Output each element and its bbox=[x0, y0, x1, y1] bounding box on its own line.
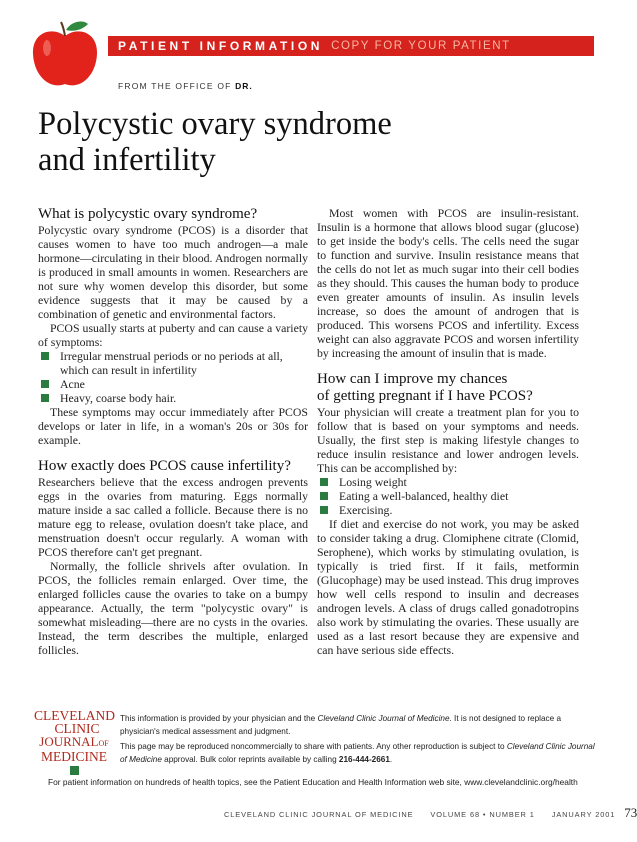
page-title bbox=[38, 106, 392, 178]
section-heading-what-is-pcos: What is polycystic ovary syndrome? bbox=[38, 206, 258, 222]
website-line: For patient information on hundreds of health topics, see the Patient Education and Health Information web site, www.clevelandclinic.org/health bbox=[48, 777, 578, 787]
paragraph: Most women with PCOS are insulin-resistant. Insulin is a hormone that allows blood sugar (glucose) to get inside the body's cells. The cells need the sugar to function and survive. Insulin resistance means that the cells do not let as much sugar into their cell bodies as they should. This causes the human body to produce even greater amounts of insulin. As insulin levels increase, so does the amount of androgen that is produced. This worsens PCOS and infertility. Excess weight can also aggravate PCOS and worsen infertility by increasing the amount of insulin that is made. bbox=[317, 206, 579, 360]
patient-information-banner bbox=[108, 36, 594, 56]
list-item bbox=[38, 391, 308, 405]
list-item bbox=[317, 503, 579, 517]
paragraph: PCOS usually starts at puberty and can cause a variety of symptoms: bbox=[38, 321, 308, 349]
list-item bbox=[317, 489, 579, 503]
paragraph: These symptoms may occur immediately after PCOS develops or later in life, in a woman's 20s or 30s for example. bbox=[38, 405, 308, 447]
logo-line-1: CLEVELAND bbox=[34, 708, 115, 723]
logo-journal: JOURNAL bbox=[39, 734, 99, 749]
bullet-square-icon bbox=[41, 394, 49, 402]
apple-icon bbox=[30, 18, 100, 90]
journal-name: Cleveland Clinic Journal of Medicine bbox=[120, 742, 595, 764]
logo-line-2: CLINIC bbox=[54, 721, 100, 736]
list-item bbox=[38, 377, 308, 391]
paragraph: Researchers believe that the excess androgen prevents eggs in the ovaries from maturing. Eggs normally mature inside a sac called a follicle. Because there is no mature egg to release, ovulation doesn't take place, and menstruation doesn't occur regularly. A woman with PCOS therefore can't get pregnant. bbox=[38, 475, 308, 559]
list-item-text: Heavy, coarse body hair. bbox=[60, 391, 177, 405]
list-item-text: Acne bbox=[60, 377, 85, 391]
notice-text: This information is provided by your physician and the bbox=[120, 714, 318, 723]
disclaimer-notice bbox=[120, 713, 595, 769]
banner-title: PATIENT INFORMATION bbox=[118, 39, 324, 53]
journal-logo bbox=[34, 709, 114, 775]
paragraph: Your physician will create a treatment plan for you to follow that is based on your symptoms and needs. Usually, the first step is making lifestyle changes to reduce insulin resistance and lower androgen levels. This can be accomplished by: bbox=[317, 405, 579, 475]
bullet-square-icon bbox=[320, 478, 328, 486]
logo-mark-icon bbox=[70, 766, 79, 775]
right-column bbox=[317, 206, 579, 657]
left-column bbox=[38, 206, 308, 657]
list-item-text: Losing weight bbox=[339, 475, 407, 489]
from-office-dr: DR. bbox=[235, 81, 253, 91]
reprint-phone: 216-444-2661 bbox=[338, 754, 390, 764]
notice-text: . It is not designed to replace a physician's medical assessment and judgment. bbox=[120, 714, 562, 736]
page-number: 73 bbox=[624, 805, 637, 820]
list-item bbox=[317, 475, 579, 489]
list-item bbox=[38, 349, 308, 377]
footer-date: JANUARY 2001 bbox=[551, 810, 616, 819]
title-line-2: and infertility bbox=[38, 142, 216, 178]
banner-copy-label: COPY FOR YOUR PATIENT bbox=[331, 40, 511, 52]
heading-line-1: How can I improve my chances bbox=[317, 371, 508, 387]
list-item-text: Exercising. bbox=[339, 503, 393, 517]
bullet-square-icon bbox=[320, 506, 328, 514]
symptom-list bbox=[38, 349, 308, 405]
title-line-1: Polycystic ovary syndrome bbox=[38, 106, 392, 142]
disclaimer-paragraph bbox=[120, 713, 595, 738]
from-office-line bbox=[118, 81, 253, 91]
list-item-text: Irregular menstrual periods or no periods at all, which can result in infertility bbox=[60, 349, 283, 377]
section-heading-improve-chances bbox=[317, 371, 579, 405]
footer-journal: CLEVELAND CLINIC JOURNAL OF MEDICINE bbox=[224, 810, 414, 819]
logo-line-3 bbox=[34, 735, 114, 750]
notice-text: approval. Bulk color reprints available by calling bbox=[161, 754, 339, 764]
section-heading-infertility-cause: How exactly does PCOS cause infertility? bbox=[38, 458, 291, 474]
logo-line-4: MEDICINE bbox=[41, 749, 107, 764]
reproduction-paragraph bbox=[120, 741, 595, 766]
journal-name: Cleveland Clinic Journal of Medicine bbox=[317, 714, 450, 723]
notice-text: . bbox=[389, 754, 393, 764]
logo-of: OF bbox=[98, 739, 109, 748]
bullet-square-icon bbox=[41, 380, 49, 388]
footer-volume: VOLUME 68 • NUMBER 1 bbox=[430, 810, 535, 819]
bullet-square-icon bbox=[320, 492, 328, 500]
page-footer bbox=[224, 805, 637, 821]
paragraph: Polycystic ovary syndrome (PCOS) is a disorder that causes women to have too much androgen—a male hormone—circulating in their blood. Androgen normally is produced in small amounts in women. Researchers are not sure why women develop this disorder, but some evidence suggests that it may be caused by a combination of genetic and environmental factors. bbox=[38, 223, 308, 321]
notice-text: This page may be reproduced noncommercially to share with patients. Any other reproduction is subject to bbox=[120, 742, 507, 751]
lifestyle-list bbox=[317, 475, 579, 517]
list-item-text: Eating a well-balanced, healthy diet bbox=[339, 489, 509, 503]
heading-line-2: of getting pregnant if I have PCOS? bbox=[317, 388, 533, 404]
paragraph: Normally, the follicle shrivels after ovulation. In PCOS, the follicles remain enlarged. Over time, the enlarged follicles cause the ovaries to take on a bumpy appearance. Actually, the term "polycystic ovary" is somewhat misleading—there are no cysts in the ovaries. Instead, the term describes the multiple, enlarged follicles. bbox=[38, 559, 308, 657]
from-office-prefix: FROM THE OFFICE OF bbox=[118, 81, 232, 91]
bullet-square-icon bbox=[41, 352, 49, 360]
paragraph: If diet and exercise do not work, you may be asked to consider taking a drug. Clomiphene citrate (Clomid, Serophene), which works by stimulating ovulation, is typically is tried first. If it fails, metformin (Glucophage) may be used instead. This drug improves how well cells respond to insulin and decreases androgen levels. A class of drugs called gonadotropins also work by stimulating the ovaries. These usually are used as a last resort because they are expensive and can have serious side effects. bbox=[317, 517, 579, 657]
